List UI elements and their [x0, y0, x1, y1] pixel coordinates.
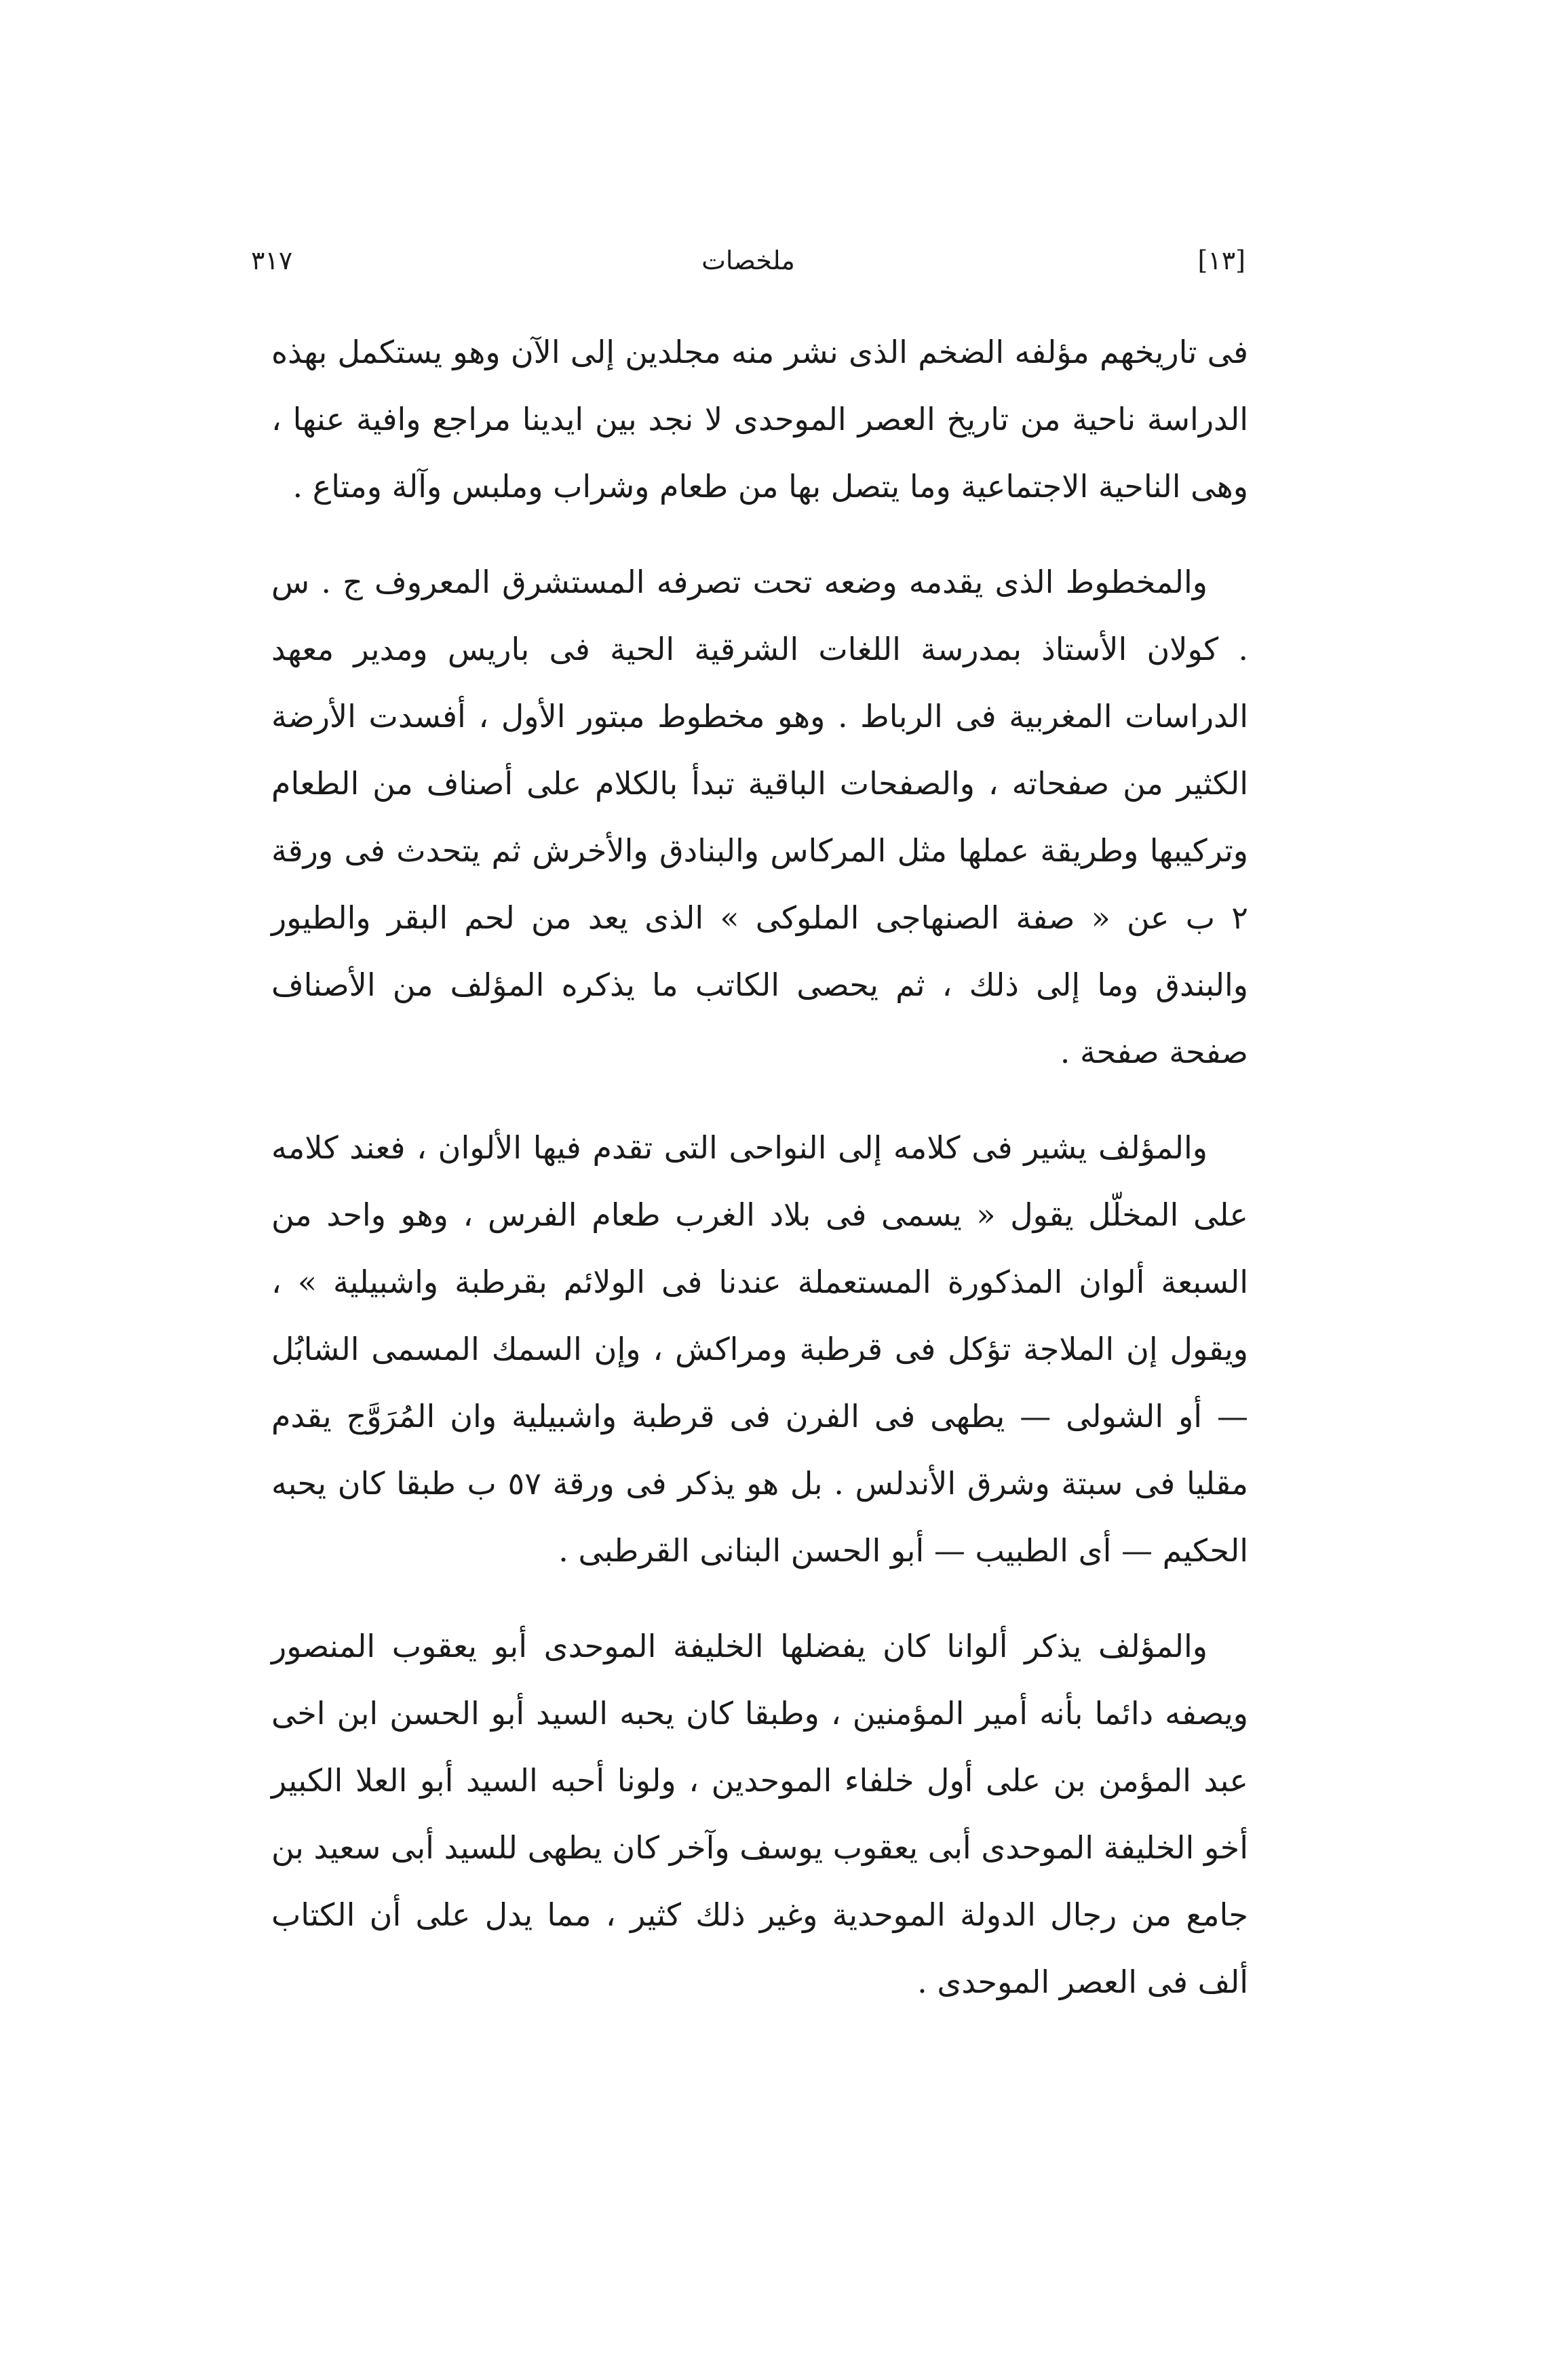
paragraph-3: والمؤلف يشير فى كلامه إلى النواحى التى تقدم فيها الألوان ، فعند كلامه على المخلّل يقول « يسمى فى بلاد الغرب طعام الفرس ، وهو واحد من السبعة ألوان المذكورة المستعملة عندنا فى الولائم بقرطبة واشبيلية » ، ويقول إن الملاجة تؤكل فى قرطبة ومراكش ، وإن السمك المسمى الشابُل — أو الشولى — يطهى فى الفرن فى قرطبة واشبيلية وان المُرَوَّج يقدم مقليا فى سبتة وشرق الأندلس . بل هو يذكر فى ورقة ٥٧ ب طبقا كان يحبه الحكيم — أى الطبيب — أبو الحسن البنانى القرطبى .: [271, 1129, 1249, 1569]
section-title: ملخصات: [701, 246, 795, 275]
section-reference: [١٣]: [1197, 246, 1245, 275]
paragraph-4: والمؤلف يذكر ألوانا كان يفضلها الخليفة الموحدى أبو يعقوب المنصور ويصفه دائما بأنه أمير المؤمنين ، وطبقا كان يحبه السيد أبو الحسن ابن اخى عبد المؤمن بن على أول خلفاء الموحدين ، ولونا أحبه السيد أبو العلا الكبير أخو الخليفة الموحدى أبى يعقوب يوسف وآخر كان يطهى للسيد أبى سعيد بن جامع من رجال الدولة الموحدية وغير ذلك كثير ، مما يدل على أن الكتاب ألف فى العصر الموحدى .: [271, 1628, 1248, 2000]
running-head: [251, 246, 1245, 286]
paragraph-2: والمخطوط الذى يقدمه وضعه تحت تصرفه المستشرق المعروف ج . س . كولان الأستاذ بمدرسة اللغات الشرقية الحية فى باريس ومدير معهد الدراسات المغربية فى الرباط . وهو مخطوط مبتور الأول ، أفسدت الأرضة الكثير من صفحاته ، والصفحات الباقية تبدأ بالكلام على أصناف من الطعام وتركيبها وطريقة عملها مثل المركاس والبنادق والأخرش ثم يتحدث فى ورقة ٢ ب عن « صفة الصنهاجى الملوكى » الذى يعد من لحم البقر والطيور والبندق وما إلى ذلك ، ثم يحصى الكاتب ما يذكره المؤلف من الأصناف صفحة صفحة .: [271, 564, 1248, 1070]
paragraph-1: فى تاريخهم مؤلفه الضخم الذى نشر منه مجلدين إلى الآن وهو يستكمل بهذه الدراسة ناحية من تاريخ العصر الموحدى لا نجد بين ايدينا مراجع وافية عنها ، وهى الناحية الاجتماعية وما يتصل بها من طعام وشراب وملبس وآلة ومتاع .: [271, 334, 1248, 505]
body-text: [271, 319, 1248, 2044]
page-number: ٣١٧: [251, 246, 293, 275]
